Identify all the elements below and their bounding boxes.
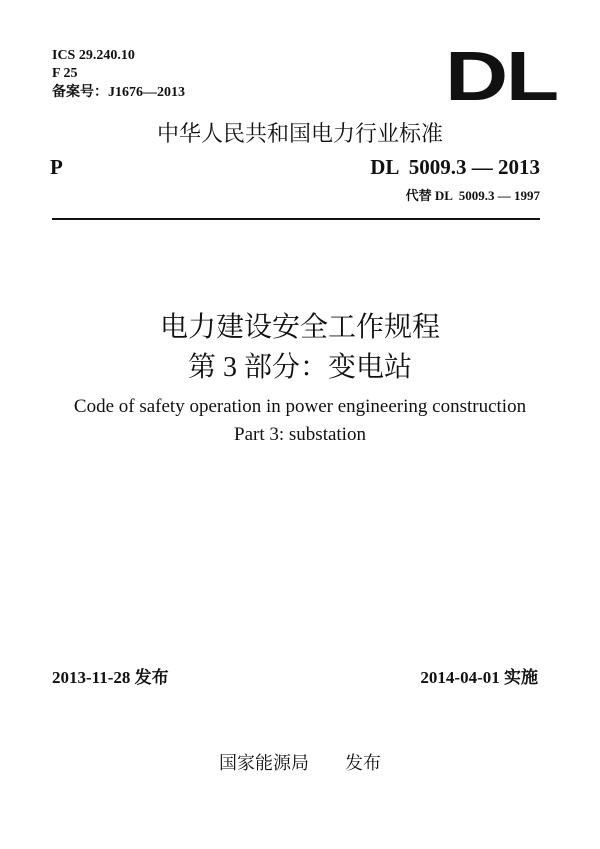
replaces-standard: 代替 DL 5009.3 — 1997 [405,188,540,203]
effective-date: 2014-04-01 实施 [420,668,538,687]
title-zh-line2: 第 3 部分：变电站 [187,352,412,383]
title-zh-line1: 电力建设安全工作规程 [159,312,440,343]
ics-code: ICS 29.240.10 [52,48,135,63]
standard-type: 中华人民共和国电力行业标准 [156,122,443,147]
category-code: F 25 [52,66,78,81]
issue-date: 2013-11-28 发布 [52,668,169,687]
title-en-line1: Code of safety operation in power engineering construction [73,396,527,417]
divider [52,218,540,220]
filing-number: 备案号：J1676—2013 [52,85,185,100]
issuer: 国家能源局 发布 [219,753,381,774]
classification: P [50,155,63,179]
standard-number: DL 5009.3 — 2013 [370,155,540,179]
dl-logo: DL [445,37,557,115]
title-en-line2: Part 3: substation [234,424,366,445]
